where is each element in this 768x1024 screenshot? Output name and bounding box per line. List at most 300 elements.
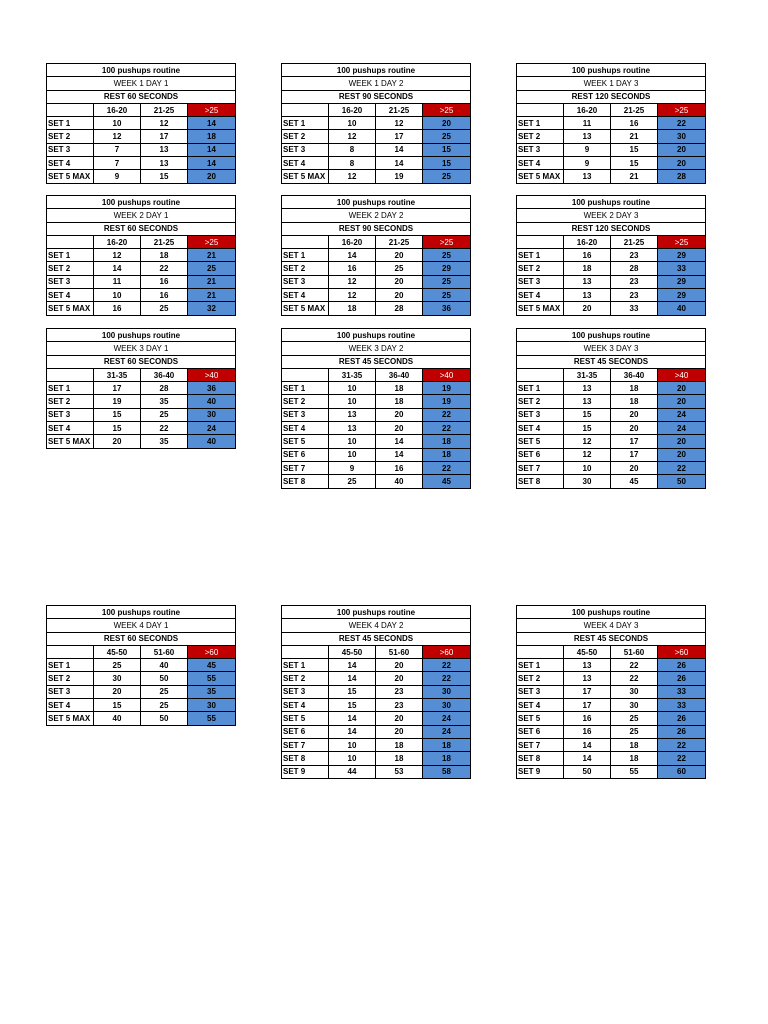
- range-header: 16-20: [329, 235, 376, 248]
- table-row: [282, 435, 471, 448]
- rep-value: 14: [376, 143, 423, 156]
- rep-value: 14: [94, 262, 141, 275]
- rep-value-top: 21: [188, 275, 236, 288]
- rep-value: 18: [376, 738, 423, 751]
- set-label: SET 6: [517, 448, 564, 461]
- rep-value: 25: [376, 262, 423, 275]
- rep-value-top: 14: [188, 117, 236, 130]
- table-row: [47, 422, 236, 435]
- set-label: SET 2: [47, 672, 94, 685]
- title-row: [282, 196, 471, 209]
- rep-value: 20: [376, 672, 423, 685]
- range-header: 31-35: [329, 368, 376, 381]
- rep-value: 25: [94, 659, 141, 672]
- rep-value-top: 60: [658, 765, 706, 778]
- rep-value-top: 58: [423, 765, 471, 778]
- rep-value: 14: [376, 435, 423, 448]
- rep-value: 10: [329, 395, 376, 408]
- rep-value: 10: [94, 289, 141, 302]
- table-row: [47, 157, 236, 170]
- rep-value-top: 24: [423, 712, 471, 725]
- rep-value: 28: [376, 302, 423, 315]
- rep-value: 15: [94, 422, 141, 435]
- rep-value: 13: [564, 170, 611, 183]
- rep-value: 18: [376, 752, 423, 765]
- rep-value: 16: [611, 117, 658, 130]
- range-header: 21-25: [611, 103, 658, 116]
- rep-value: 22: [611, 659, 658, 672]
- rep-value-top: 22: [423, 408, 471, 421]
- rep-value: 13: [141, 143, 188, 156]
- rep-value-top: 30: [658, 130, 706, 143]
- header-corner-cell: [517, 235, 564, 248]
- rep-value: 28: [611, 262, 658, 275]
- rep-value-top: 24: [423, 725, 471, 738]
- rep-value: 33: [611, 302, 658, 315]
- set-label: SET 5 MAX: [517, 170, 564, 183]
- table-row: [517, 130, 706, 143]
- range-header: 21-25: [141, 103, 188, 116]
- table-row: [517, 448, 706, 461]
- set-label: SET 7: [282, 738, 329, 751]
- rep-value: 18: [141, 249, 188, 262]
- set-label: SET 4: [517, 157, 564, 170]
- set-label: SET 4: [282, 157, 329, 170]
- range-header: 36-40: [376, 368, 423, 381]
- rep-value: 7: [94, 143, 141, 156]
- table-row: [517, 395, 706, 408]
- rep-value-top: 25: [188, 262, 236, 275]
- rep-value: 14: [564, 752, 611, 765]
- header-row: [47, 103, 236, 116]
- table-row: [47, 685, 236, 698]
- week-day-label: WEEK 3 DAY 3: [517, 342, 706, 355]
- header-corner-cell: [47, 368, 94, 381]
- table-row: [517, 143, 706, 156]
- range-header-top: >60: [423, 645, 471, 658]
- rep-value-top: 22: [658, 738, 706, 751]
- table-title: 100 pushups routine: [517, 606, 706, 619]
- rep-value: 13: [329, 408, 376, 421]
- rep-value: 20: [376, 408, 423, 421]
- rep-value-top: 18: [423, 448, 471, 461]
- week-day-label: WEEK 3 DAY 1: [47, 342, 236, 355]
- set-label: SET 1: [282, 117, 329, 130]
- rep-value: 14: [329, 659, 376, 672]
- set-label: SET 5 MAX: [282, 302, 329, 315]
- set-label: SET 3: [517, 143, 564, 156]
- rep-value: 16: [141, 289, 188, 302]
- range-header-top: >60: [188, 645, 236, 658]
- day-row: [517, 77, 706, 90]
- range-header: 16-20: [329, 103, 376, 116]
- day-row: [282, 77, 471, 90]
- table-row: [47, 408, 236, 421]
- day-row: [517, 209, 706, 222]
- table-row: [282, 672, 471, 685]
- rep-value: 20: [611, 461, 658, 474]
- rep-value-top: 22: [423, 461, 471, 474]
- rep-value: 12: [141, 117, 188, 130]
- title-row: [47, 196, 236, 209]
- rep-value-top: 40: [658, 302, 706, 315]
- set-label: SET 2: [517, 395, 564, 408]
- rep-value-top: 40: [188, 435, 236, 448]
- table-row: [282, 752, 471, 765]
- range-header: 31-35: [564, 368, 611, 381]
- rep-value: 12: [564, 435, 611, 448]
- table-title: 100 pushups routine: [47, 196, 236, 209]
- rep-value: 8: [329, 157, 376, 170]
- rep-value: 21: [611, 170, 658, 183]
- table-row: [47, 382, 236, 395]
- rest-label: REST 120 SECONDS: [517, 90, 706, 103]
- rest-row: [282, 222, 471, 235]
- rep-value: 18: [611, 382, 658, 395]
- rep-value: 18: [611, 738, 658, 751]
- routine-table: [516, 328, 706, 489]
- rest-label: REST 60 SECONDS: [47, 90, 236, 103]
- table-row: [517, 725, 706, 738]
- rep-value-top: 33: [658, 699, 706, 712]
- table-title: 100 pushups routine: [517, 196, 706, 209]
- rep-value: 10: [564, 461, 611, 474]
- rep-value-top: 26: [658, 659, 706, 672]
- rep-value: 10: [329, 117, 376, 130]
- day-row: [47, 342, 236, 355]
- table-row: [517, 422, 706, 435]
- set-label: SET 3: [282, 143, 329, 156]
- set-label: SET 3: [47, 685, 94, 698]
- rep-value: 15: [94, 699, 141, 712]
- rep-value: 17: [564, 699, 611, 712]
- rep-value-top: 45: [188, 659, 236, 672]
- table-row: [282, 275, 471, 288]
- week-day-label: WEEK 2 DAY 1: [47, 209, 236, 222]
- rep-value: 53: [376, 765, 423, 778]
- table-row: [282, 659, 471, 672]
- rep-value: 25: [611, 712, 658, 725]
- table-row: [282, 289, 471, 302]
- table-row: [517, 302, 706, 315]
- rep-value-top: 20: [658, 395, 706, 408]
- set-label: SET 3: [282, 408, 329, 421]
- range-header: 45-50: [564, 645, 611, 658]
- rep-value-top: 50: [658, 475, 706, 488]
- rep-value: 50: [564, 765, 611, 778]
- set-label: SET 3: [47, 275, 94, 288]
- rep-value: 44: [329, 765, 376, 778]
- day-row: [282, 209, 471, 222]
- range-header-top: >25: [423, 235, 471, 248]
- table-row: [282, 765, 471, 778]
- rep-value-top: 55: [188, 712, 236, 725]
- table-row: [517, 738, 706, 751]
- table-row: [47, 249, 236, 262]
- rep-value: 13: [564, 659, 611, 672]
- range-header: 45-50: [329, 645, 376, 658]
- set-label: SET 3: [47, 408, 94, 421]
- table-row: [517, 117, 706, 130]
- rep-value: 18: [329, 302, 376, 315]
- rep-value: 11: [564, 117, 611, 130]
- rep-value-top: 22: [658, 461, 706, 474]
- rep-value-top: 45: [423, 475, 471, 488]
- rest-label: REST 90 SECONDS: [282, 90, 471, 103]
- rep-value: 11: [94, 275, 141, 288]
- set-label: SET 4: [517, 422, 564, 435]
- rep-value-top: 28: [658, 170, 706, 183]
- range-header-top: >25: [188, 235, 236, 248]
- rep-value: 23: [611, 275, 658, 288]
- routine-table: [281, 328, 471, 489]
- rest-label: REST 45 SECONDS: [517, 355, 706, 368]
- title-row: [47, 64, 236, 77]
- title-row: [517, 64, 706, 77]
- rep-value-top: 29: [658, 289, 706, 302]
- rep-value: 40: [376, 475, 423, 488]
- rest-row: [517, 222, 706, 235]
- rep-value: 35: [141, 395, 188, 408]
- table-row: [47, 395, 236, 408]
- rep-value-top: 19: [423, 395, 471, 408]
- set-label: SET 7: [517, 738, 564, 751]
- rep-value: 23: [376, 699, 423, 712]
- table-row: [282, 712, 471, 725]
- set-label: SET 4: [47, 699, 94, 712]
- rep-value: 30: [611, 699, 658, 712]
- rep-value: 22: [611, 672, 658, 685]
- table-row: [282, 422, 471, 435]
- header-corner-cell: [282, 235, 329, 248]
- rep-value-top: 36: [423, 302, 471, 315]
- set-label: SET 4: [47, 422, 94, 435]
- header-corner-cell: [282, 645, 329, 658]
- set-label: SET 6: [282, 448, 329, 461]
- title-row: [47, 329, 236, 342]
- rep-value: 20: [94, 685, 141, 698]
- week-day-label: WEEK 4 DAY 1: [47, 619, 236, 632]
- set-label: SET 1: [517, 659, 564, 672]
- range-header-top: >60: [658, 645, 706, 658]
- week-day-label: WEEK 4 DAY 2: [282, 619, 471, 632]
- rep-value: 18: [376, 395, 423, 408]
- table-row: [47, 659, 236, 672]
- range-header: 21-25: [611, 235, 658, 248]
- day-row: [282, 619, 471, 632]
- rep-value-top: 15: [423, 143, 471, 156]
- range-header-top: >25: [423, 103, 471, 116]
- rep-value-top: 20: [188, 170, 236, 183]
- routine-table: [46, 605, 236, 726]
- table-row: [517, 672, 706, 685]
- rep-value: 12: [329, 289, 376, 302]
- rep-value: 19: [94, 395, 141, 408]
- rep-value: 18: [376, 382, 423, 395]
- rep-value: 15: [94, 408, 141, 421]
- rep-value: 14: [564, 738, 611, 751]
- rep-value: 15: [611, 143, 658, 156]
- title-row: [517, 329, 706, 342]
- rep-value: 12: [376, 117, 423, 130]
- set-label: SET 9: [282, 765, 329, 778]
- rep-value-top: 33: [658, 685, 706, 698]
- rep-value-top: 24: [658, 422, 706, 435]
- set-label: SET 2: [47, 262, 94, 275]
- range-header-top: >25: [658, 235, 706, 248]
- rep-value: 14: [329, 249, 376, 262]
- rep-value: 13: [141, 157, 188, 170]
- table-row: [517, 408, 706, 421]
- day-row: [517, 342, 706, 355]
- rest-label: REST 60 SECONDS: [47, 355, 236, 368]
- set-label: SET 2: [517, 262, 564, 275]
- set-label: SET 1: [517, 382, 564, 395]
- table-row: [517, 289, 706, 302]
- rep-value-top: 36: [188, 382, 236, 395]
- header-corner-cell: [47, 103, 94, 116]
- rep-value-top: 30: [423, 699, 471, 712]
- set-label: SET 1: [282, 249, 329, 262]
- table-row: [517, 752, 706, 765]
- rep-value: 14: [329, 725, 376, 738]
- table-row: [282, 157, 471, 170]
- rest-label: REST 45 SECONDS: [282, 632, 471, 645]
- rep-value-top: 25: [423, 170, 471, 183]
- table-row: [47, 143, 236, 156]
- rep-value-top: 25: [423, 249, 471, 262]
- rep-value-top: 22: [423, 672, 471, 685]
- set-label: SET 5: [282, 435, 329, 448]
- rep-value: 25: [141, 302, 188, 315]
- table-row: [47, 117, 236, 130]
- rep-value: 17: [141, 130, 188, 143]
- range-header: 36-40: [611, 368, 658, 381]
- rep-value: 7: [94, 157, 141, 170]
- range-header: 51-60: [141, 645, 188, 658]
- routine-table: [46, 63, 236, 184]
- header-corner-cell: [47, 645, 94, 658]
- rep-value: 40: [141, 659, 188, 672]
- day-row: [517, 619, 706, 632]
- table-row: [47, 262, 236, 275]
- rep-value: 17: [611, 448, 658, 461]
- rep-value: 20: [376, 275, 423, 288]
- rep-value: 9: [564, 143, 611, 156]
- table-row: [517, 275, 706, 288]
- set-label: SET 2: [282, 262, 329, 275]
- rep-value: 10: [329, 738, 376, 751]
- title-row: [282, 64, 471, 77]
- rep-value-top: 18: [423, 738, 471, 751]
- rep-value: 9: [564, 157, 611, 170]
- set-label: SET 6: [517, 725, 564, 738]
- header-row: [47, 368, 236, 381]
- range-header-top: >25: [188, 103, 236, 116]
- rep-value: 14: [329, 712, 376, 725]
- rep-value: 20: [94, 435, 141, 448]
- set-label: SET 4: [282, 289, 329, 302]
- rep-value: 13: [329, 422, 376, 435]
- table-row: [517, 712, 706, 725]
- range-header: 21-25: [376, 235, 423, 248]
- table-row: [517, 659, 706, 672]
- set-label: SET 4: [282, 422, 329, 435]
- set-label: SET 4: [47, 157, 94, 170]
- table-row: [47, 275, 236, 288]
- rep-value: 17: [376, 130, 423, 143]
- rep-value: 13: [564, 672, 611, 685]
- table-title: 100 pushups routine: [47, 329, 236, 342]
- rep-value: 13: [564, 382, 611, 395]
- set-label: SET 3: [517, 408, 564, 421]
- rep-value-top: 55: [188, 672, 236, 685]
- rep-value: 15: [611, 157, 658, 170]
- rep-value: 20: [376, 289, 423, 302]
- rep-value-top: 21: [188, 289, 236, 302]
- rep-value: 15: [564, 408, 611, 421]
- day-row: [282, 342, 471, 355]
- rep-value: 17: [94, 382, 141, 395]
- rep-value: 25: [611, 725, 658, 738]
- set-label: SET 2: [282, 130, 329, 143]
- header-corner-cell: [47, 235, 94, 248]
- set-label: SET 3: [517, 685, 564, 698]
- range-header: 31-35: [94, 368, 141, 381]
- table-row: [517, 461, 706, 474]
- set-label: SET 5 MAX: [517, 302, 564, 315]
- set-label: SET 5: [517, 435, 564, 448]
- rep-value: 23: [611, 289, 658, 302]
- rep-value: 12: [94, 249, 141, 262]
- set-label: SET 5 MAX: [47, 712, 94, 725]
- range-header: 21-25: [376, 103, 423, 116]
- set-label: SET 3: [282, 275, 329, 288]
- rep-value: 19: [376, 170, 423, 183]
- rep-value: 12: [329, 130, 376, 143]
- routine-table: [281, 63, 471, 184]
- rep-value: 50: [141, 672, 188, 685]
- set-label: SET 8: [282, 475, 329, 488]
- table-row: [282, 408, 471, 421]
- routine-table: [516, 195, 706, 316]
- header-row: [282, 368, 471, 381]
- week-day-label: WEEK 1 DAY 2: [282, 77, 471, 90]
- table-title: 100 pushups routine: [282, 329, 471, 342]
- header-row: [517, 103, 706, 116]
- rep-value-top: 29: [658, 275, 706, 288]
- set-label: SET 1: [47, 382, 94, 395]
- rep-value: 15: [141, 170, 188, 183]
- rep-value-top: 26: [658, 725, 706, 738]
- table-row: [282, 130, 471, 143]
- rep-value: 18: [564, 262, 611, 275]
- day-row: [47, 77, 236, 90]
- rep-value-top: 26: [658, 712, 706, 725]
- rest-row: [517, 355, 706, 368]
- table-row: [282, 395, 471, 408]
- table-title: 100 pushups routine: [47, 64, 236, 77]
- rep-value: 17: [611, 435, 658, 448]
- set-label: SET 1: [517, 249, 564, 262]
- routine-table: [281, 605, 471, 779]
- set-label: SET 2: [517, 672, 564, 685]
- rep-value: 12: [329, 275, 376, 288]
- rest-label: REST 120 SECONDS: [517, 222, 706, 235]
- rep-value: 15: [329, 699, 376, 712]
- set-label: SET 2: [282, 395, 329, 408]
- set-label: SET 3: [47, 143, 94, 156]
